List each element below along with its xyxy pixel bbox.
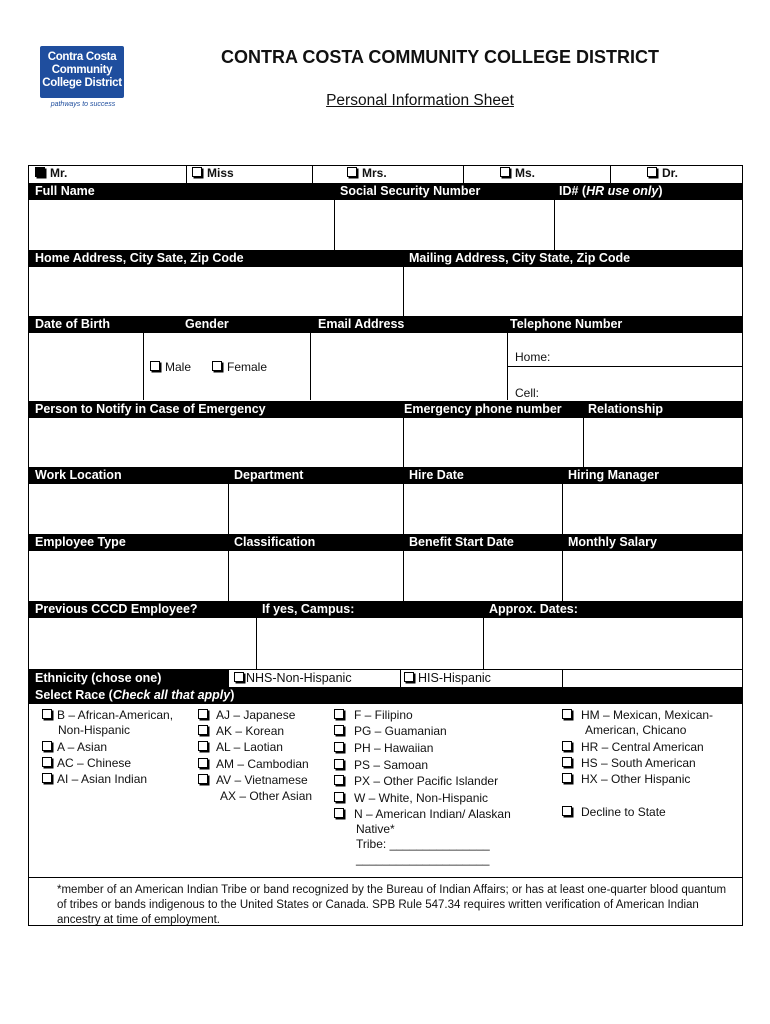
label-employee-type: Employee Type — [35, 535, 126, 549]
header-bar-emergency — [28, 401, 743, 418]
id-field[interactable] — [555, 200, 742, 250]
logo-line-1: Contra Costa — [47, 51, 117, 63]
header-bar-work — [28, 467, 743, 484]
label-hire-date: Hire Date — [409, 468, 464, 482]
checkbox-icon — [347, 167, 357, 177]
race-ax: AX – Other Asian — [220, 789, 313, 803]
label-relationship: Relationship — [588, 402, 664, 416]
checkbox-icon — [42, 757, 52, 767]
race-av[interactable]: AV – Vietnamese — [198, 773, 308, 788]
checkbox-icon — [334, 792, 344, 802]
label-campus: If yes, Campus: — [262, 602, 355, 616]
label-email: Email Address — [318, 317, 405, 331]
district-logo — [38, 46, 128, 116]
classification-field[interactable] — [229, 551, 403, 601]
checkbox-icon — [42, 773, 52, 783]
footnote: *member of an American Indian Tribe or band recognized by the Bureau of Indian Affairs; or has at least one-quarter blood quantum of tribes or bands indigenous to the United States or Canada. SPB Rule 547.34 requires written verification of American Indian ancestry at time of employment. — [57, 884, 727, 926]
checkbox-icon — [334, 775, 344, 785]
checkbox-icon — [404, 672, 414, 682]
tribe-field-line2[interactable]: ____________________ — [356, 852, 490, 866]
race-decline[interactable]: Decline to State — [562, 805, 666, 820]
checkbox-icon — [562, 741, 572, 751]
salutation-dr[interactable]: Dr. — [647, 166, 678, 181]
race-am[interactable]: AM – Cambodian — [198, 757, 309, 772]
ethnicity-nhs[interactable]: NHS-Non-Hispanic — [234, 671, 352, 686]
label-ssn: Social Security Number — [340, 184, 481, 198]
monthly-salary-field[interactable] — [563, 551, 742, 601]
race-f[interactable]: F – Filipino — [334, 708, 413, 723]
header-bar-name — [28, 183, 743, 200]
race-hx[interactable]: HX – Other Hispanic — [562, 772, 690, 787]
label-department: Department — [234, 468, 304, 482]
approx-dates-field[interactable] — [484, 618, 742, 669]
logo-line-2: Community — [51, 64, 113, 76]
label-ethnicity: Ethnicity (chose one) — [35, 671, 162, 685]
checkbox-icon — [562, 773, 572, 783]
emergency-phone-field[interactable] — [404, 418, 583, 468]
ssn-field[interactable] — [335, 200, 554, 250]
label-id: ID# (HR use only) — [559, 184, 663, 198]
gender-female[interactable]: Female — [212, 360, 267, 375]
checkbox-icon — [192, 167, 202, 177]
race-hm[interactable]: HM – Mexican, Mexican- — [562, 708, 713, 723]
salutation-mr[interactable]: Mr. — [35, 166, 67, 181]
label-emergency-phone: Emergency phone number — [404, 402, 562, 416]
salutation-mrs[interactable]: Mrs. — [347, 166, 387, 181]
checkbox-icon — [334, 808, 344, 818]
campus-field[interactable] — [257, 618, 483, 669]
race-n-cont: Native* — [356, 822, 395, 836]
tribe-field[interactable]: Tribe: _______________ — [356, 837, 490, 851]
previous-employee-field[interactable] — [29, 618, 256, 669]
checkbox-icon — [198, 758, 208, 768]
checkbox-icon — [234, 672, 244, 682]
checkbox-icon — [500, 167, 510, 177]
label-work-location: Work Location — [35, 468, 122, 482]
race-al[interactable]: AL – Laotian — [198, 740, 283, 755]
logo-line-3: College District — [42, 77, 122, 89]
phone-home-label: Home: — [515, 350, 551, 364]
ethnicity-label-bar — [28, 670, 228, 687]
work-location-field[interactable] — [29, 484, 228, 534]
label-monthly-salary: Monthly Salary — [568, 535, 657, 549]
benefit-start-field[interactable] — [404, 551, 562, 601]
checkbox-icon — [334, 725, 344, 735]
checkbox-icon — [42, 741, 52, 751]
race-hr[interactable]: HR – Central American — [562, 740, 704, 755]
header-bar-personal — [28, 316, 743, 333]
checkbox-icon — [562, 709, 572, 719]
label-previous-employee: Previous CCCD Employee? — [35, 602, 198, 616]
phone-cell-label: Cell: — [515, 386, 540, 400]
checkbox-icon — [198, 741, 208, 751]
dob-field[interactable] — [29, 333, 143, 400]
checkbox-icon — [562, 757, 572, 767]
label-telephone: Telephone Number — [510, 317, 623, 331]
label-dob: Date of Birth — [35, 317, 110, 331]
checkbox-icon — [562, 806, 572, 816]
race-ac[interactable]: AC – Chinese — [42, 756, 131, 771]
checkbox-icon — [42, 709, 52, 719]
header-bar-race — [28, 687, 743, 704]
header-bar-previous — [28, 601, 743, 618]
salutation-miss[interactable]: Miss — [192, 166, 234, 181]
page-title: Personal Information Sheet — [326, 92, 514, 109]
race-hm-cont: American, Chicano — [585, 723, 687, 737]
label-emergency-person: Person to Notify in Case of Emergency — [35, 402, 266, 416]
home-address-field[interactable] — [29, 267, 403, 317]
label-mailing-address: Mailing Address, City State, Zip Code — [409, 251, 631, 265]
logo-tagline: pathways to success — [50, 101, 116, 108]
department-field[interactable] — [229, 484, 403, 534]
checkbox-icon — [334, 742, 344, 752]
gender-male[interactable]: Male — [150, 360, 191, 375]
ethnicity-his[interactable]: HIS-Hispanic — [404, 671, 491, 686]
race-ph[interactable]: PH – Hawaiian — [334, 741, 433, 756]
race-w[interactable]: W – White, Non-Hispanic — [334, 791, 488, 806]
checkbox-icon — [212, 361, 222, 371]
label-race: Select Race (Check all that apply) — [35, 688, 235, 702]
checkbox-icon — [198, 725, 208, 735]
salutation-ms[interactable]: Ms. — [500, 166, 535, 181]
logo-box — [40, 46, 124, 98]
relationship-field[interactable] — [584, 418, 742, 468]
label-classification: Classification — [234, 535, 316, 549]
checkbox-checked-icon — [35, 167, 45, 177]
race-ai[interactable]: AI – Asian Indian — [42, 772, 147, 787]
employee-type-field[interactable] — [29, 551, 228, 601]
race-ak[interactable]: AK – Korean — [198, 724, 284, 739]
checkbox-icon — [198, 709, 208, 719]
hire-date-field[interactable] — [404, 484, 562, 534]
label-full-name: Full Name — [35, 184, 95, 198]
checkbox-icon — [647, 167, 657, 177]
checkbox-icon — [334, 709, 344, 719]
label-benefit-start: Benefit Start Date — [409, 535, 514, 549]
label-gender: Gender — [185, 317, 229, 331]
emergency-person-field[interactable] — [29, 418, 403, 468]
race-a[interactable]: A – Asian — [42, 740, 107, 755]
label-approx-dates: Approx. Dates: — [489, 602, 578, 616]
race-px[interactable]: PX – Other Pacific Islander — [334, 774, 498, 789]
full-name-field[interactable] — [29, 200, 334, 250]
header-bar-employment — [28, 534, 743, 551]
checkbox-icon — [198, 774, 208, 784]
race-b[interactable]: B – African-American, — [42, 708, 173, 723]
race-n[interactable]: N – American Indian/ Alaskan — [334, 807, 511, 822]
race-pg[interactable]: PG – Guamanian — [334, 724, 447, 739]
hiring-manager-field[interactable] — [563, 484, 742, 534]
race-ps[interactable]: PS – Samoan — [334, 758, 428, 773]
checkbox-icon — [150, 361, 160, 371]
race-aj[interactable]: AJ – Japanese — [198, 708, 295, 723]
checkbox-icon — [334, 759, 344, 769]
label-home-address: Home Address, City Sate, Zip Code — [35, 251, 244, 265]
label-hiring-manager: Hiring Manager — [568, 468, 659, 482]
email-field[interactable] — [311, 333, 507, 400]
org-title: CONTRA COSTA COMMUNITY COLLEGE DISTRICT — [221, 47, 659, 67]
header-bar-address — [28, 250, 743, 267]
mailing-address-field[interactable] — [404, 267, 742, 317]
race-hs[interactable]: HS – South American — [562, 756, 696, 771]
race-b-cont: Non-Hispanic — [58, 723, 131, 737]
